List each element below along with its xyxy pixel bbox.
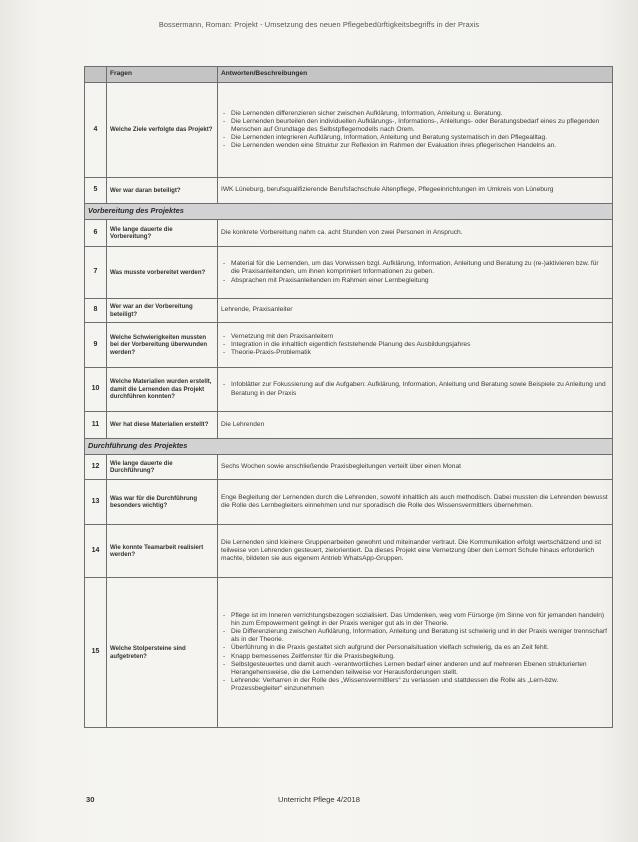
answer-item: - Knapp bemessenes Zeitfenster für die Praxisbegleitung. [231,653,609,661]
row-number: 8 [85,299,107,323]
row-question: Was musste vorbereitet werden? [107,247,218,299]
row-question: Welche Stolpersteine sind aufgetreten? [107,578,218,728]
row-question: Was war für die Durchführung besonders wichtig? [107,480,218,525]
row-answer: Lehrende, Praxisanleiter [218,299,613,323]
row-question: Wer war an der Vorbereitung beteiligt? [107,299,218,323]
row-number: 9 [85,323,107,368]
row-number: 5 [85,178,107,204]
answer-item: - Die Lernenden differenzieren sicher zwischen Aufklärung, Information, Anleitung u. Beratung. [231,110,609,118]
table-row [85,220,613,247]
section-row [85,204,613,220]
answer-item: - Die Lernenden wenden eine Struktur zur Reflexion im Rahmen der Evaluation ihres pflegerischen Handelns an. [231,142,609,150]
answer-item: - Vernetzung mit den Praxisanleitern [231,333,609,341]
answer-item: - Überführung in die Praxis gestaltet sich aufgrund der Personalsituation vielfach schwierig, da es an Zeit fehlt. [231,644,609,652]
row-answer: IWK Lüneburg, berufsqualifizierende Berufsfachschule Altenpflege, Pflegeeinrichtungen im Umkreis von Lüneburg [218,178,613,204]
row-answer [218,323,613,368]
page-number: 30 [86,795,95,804]
answer-item: - Pflege ist im Inneren verrichtungsbezogen sozialisiert. Das Umdenken, weg vom Fürsorge (im Sinne von für jemanden handeln) hin zum Empowerment gelingt in der Praxis weniger gut als in der Theorie. [231,612,609,628]
row-number: 12 [85,455,107,480]
section-row [85,439,613,455]
table-row [85,412,613,439]
answer-item: - Material für die Lernenden, um das Vorwissen bzgl. Aufklärung, Information, Anleitung und Beratung zu (re-)aktivieren bzw. für die Praxisanleitenden, um ihnen komprimiert Informationen zu geben. [231,260,609,276]
table-row [85,247,613,299]
answer-item: - Absprachen mit Praxisanleitenden im Rahmen einer Lernbegleitung [231,277,609,285]
table-row [85,480,613,525]
answer-item: - Die Lernenden integrieren Aufklärung, Information, Anleitung und Beratung systematisch in den Pflegealltag. [231,134,609,142]
header-number-cell [85,67,107,83]
row-number: 4 [85,83,107,178]
row-number: 10 [85,368,107,412]
row-question: Welche Schwierigkeiten mussten bei der Vorbereitung überwunden werden? [107,323,218,368]
row-question: Wer war daran beteiligt? [107,178,218,204]
table-row [85,368,613,412]
row-question: Wer hat diese Materialien erstellt? [107,412,218,439]
answer-item: - Selbstgesteuertes und damit auch -verantwortliches Lernen bedarf einer anderen und auf mehreren Ebenen strukturierten Herangehensweise, die die Lernenden teilweise vor Herausforderungen stellt. [231,661,609,677]
header-answers: Antworten/Beschreibungen [218,67,613,83]
row-question: Wie lange dauerte die Durchführung? [107,455,218,480]
answer-item: - Die Differenzierung zwischen Aufklärung, Information, Anleitung und Beratung ist schwierig und in der Praxis weniger trennscharf als in der Theorie. [231,628,609,644]
running-header: Bossermann, Roman: Projekt - Umsetzung des neuen Pflegebedürftigkeitsbegriffs in der Praxis [158,20,480,29]
answer-item: - Die Lernenden beurteilen den individuellen Aufklärungs-, Informations-, Anleitungs- oder Beratungsbedarf eines zu pflegenden Menschen auf Grundlage des Selbstpflegemodells nach Orem. [231,118,609,134]
table-header-row [85,67,613,83]
row-answer: Die konkrete Vorbereitung nahm ca. acht Stunden von zwei Personen in Anspruch. [218,220,613,247]
row-answer [218,83,613,178]
row-number: 7 [85,247,107,299]
table-row [85,323,613,368]
journal-title: Unterricht Pflege 4/2018 [278,795,360,804]
row-answer: Die Lernenden sind kleinere Gruppenarbeiten gewohnt und miteinander vertraut. Die Kommunikation erfolgt wertschätzend und ist teilweise von Lehrenden gesteuert, zielorientiert. Da dieses Projekt eine Vernetzung über den Lernort Schule hinaus erforderlich machte, bildeten sie aus eigenem Antrieb WhatsApp-Gruppen. [218,525,613,578]
row-question: Wie konnte Teamarbeit realisiert werden? [107,525,218,578]
table-row [85,578,613,728]
row-question: Welche Materialien wurden erstellt, damit die Lernenden das Projekt durchführen konnten? [107,368,218,412]
answer-item: - Integration in die inhaltlich eigentlich feststehende Planung des Ausbildungsjahres [231,341,609,349]
row-answer [218,247,613,299]
row-number: 6 [85,220,107,247]
row-number: 14 [85,525,107,578]
row-question: Welche Ziele verfolgte das Projekt? [107,83,218,178]
answer-item: - Theorie-Praxis-Problematik [231,349,609,357]
table-row [85,525,613,578]
row-answer [218,578,613,728]
answer-item: - Lehrende: Verharren in der Rolle des „Wissensvermittlers“ zu verlassen und stattdessen die Rolle als „Lern-bzw. Prozessbegleiter“ einzunehmen [231,677,609,693]
header-questions: Fragen [107,67,218,83]
section-title-execution: Durchführung des Projektes [85,439,613,455]
row-number: 15 [85,578,107,728]
table-row [85,83,613,178]
row-question: Wie lange dauerte die Vorbereitung? [107,220,218,247]
answer-item: - Infoblätter zur Fokussierung auf die Aufgaben: Aufklärung, Information, Anleitung und Beratung sowie Beispiele zu Anleitung und Beratung in der Praxis [231,381,609,397]
table-row [85,299,613,323]
section-title-preparation: Vorbereitung des Projektes [85,204,613,220]
table-row [85,455,613,480]
row-number: 11 [85,412,107,439]
project-table [84,66,613,728]
row-answer [218,368,613,412]
row-answer: Enge Begleitung der Lernenden durch die Lehrenden, sowohl inhaltlich als auch methodisch. Dabei mussten die Lehrenden bewusst die Rolle des Lernbegleiters einnehmen und nur sporadisch die Rolle des Wissensvermittlers übernehmen. [218,480,613,525]
table-row [85,178,613,204]
row-number: 13 [85,480,107,525]
row-answer: Die Lehrenden [218,412,613,439]
row-answer: Sechs Wochen sowie anschließende Praxisbegleitungen verteilt über einen Monat [218,455,613,480]
